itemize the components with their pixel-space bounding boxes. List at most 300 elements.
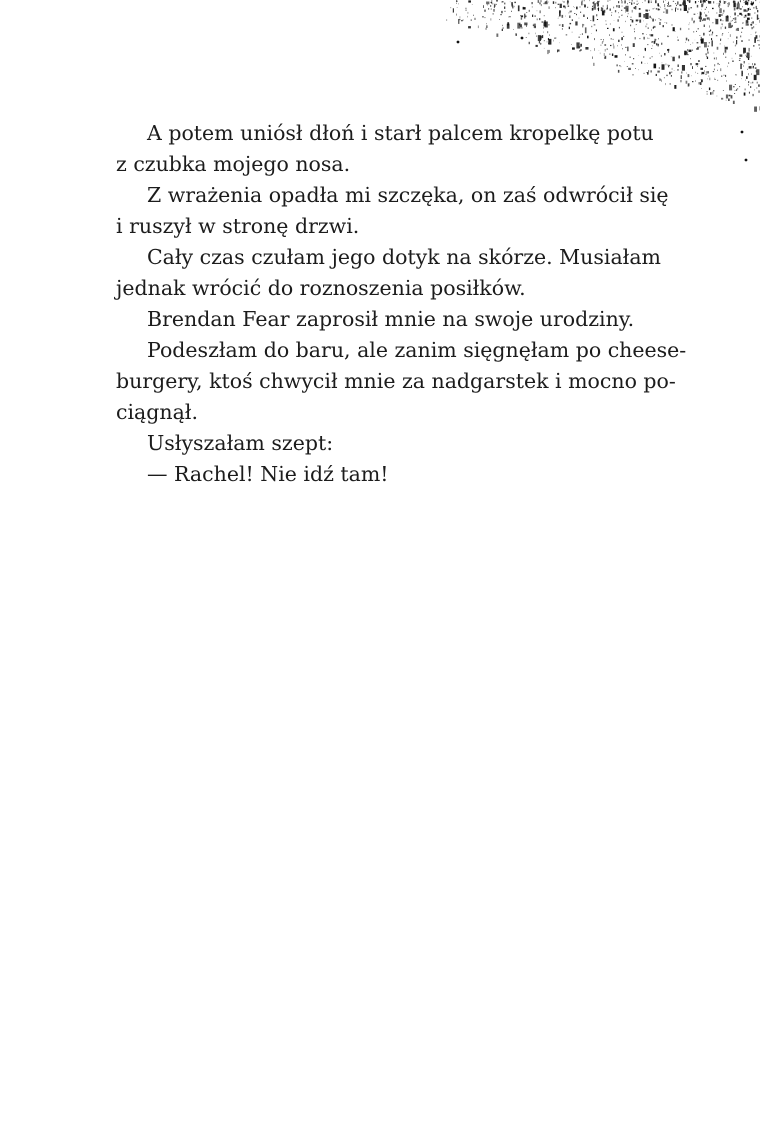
texture-speck <box>650 58 651 59</box>
texture-speck <box>614 46 615 49</box>
texture-speck <box>584 4 585 5</box>
texture-speck <box>719 14 721 17</box>
texture-speck <box>544 48 545 49</box>
texture-speck <box>540 43 542 44</box>
texture-speck <box>750 9 751 10</box>
texture-speck <box>748 84 749 85</box>
texture-speck <box>642 33 644 34</box>
texture-speck <box>594 48 595 51</box>
texture-speck <box>580 6 581 7</box>
texture-speck <box>723 53 724 55</box>
texture-speck <box>649 10 650 11</box>
texture-speck <box>471 20 472 21</box>
texture-speck <box>713 1 714 3</box>
texture-speck <box>658 44 659 47</box>
texture-speck <box>731 95 733 98</box>
texture-speck <box>634 31 635 32</box>
texture-speck <box>696 48 697 50</box>
texture-speck <box>754 75 757 80</box>
texture-speck <box>544 27 545 29</box>
texture-speck <box>486 2 489 5</box>
texture-speck <box>607 7 608 8</box>
texture-speck <box>729 95 731 97</box>
texture-speck <box>701 74 702 75</box>
texture-speck <box>619 27 620 29</box>
texture-speck <box>710 78 711 81</box>
texture-speck <box>645 13 648 19</box>
texture-speck <box>727 3 728 4</box>
texture-speck <box>589 0 590 1</box>
texture-speck <box>594 38 595 40</box>
texture-speck <box>744 61 745 63</box>
texture-speck <box>723 90 724 91</box>
texture-speck <box>592 57 593 59</box>
texture-speck <box>759 44 760 46</box>
texture-speck <box>734 93 735 94</box>
texture-speck <box>622 32 623 33</box>
texture-speck <box>703 3 704 4</box>
texture-speck <box>721 75 722 77</box>
texture-speck <box>716 35 718 36</box>
texture-speck <box>557 50 560 52</box>
texture-speck <box>645 49 646 51</box>
texture-speck <box>656 8 658 9</box>
texture-speck <box>576 42 579 48</box>
texture-speck <box>734 22 735 23</box>
texture-speck <box>592 8 594 11</box>
texture-speck <box>610 54 611 55</box>
texture-speck <box>541 4 542 6</box>
texture-speck <box>707 57 708 59</box>
texture-speck <box>753 45 754 47</box>
texture-speck <box>674 85 676 89</box>
texture-speck <box>713 92 714 95</box>
texture-speck <box>675 3 676 4</box>
texture-speck <box>700 0 702 3</box>
texture-speck <box>751 83 752 84</box>
texture-speck <box>730 34 731 37</box>
texture-speck <box>701 37 702 38</box>
texture-speck <box>742 6 743 7</box>
texture-speck <box>547 41 548 42</box>
texture-speck <box>712 22 713 23</box>
texture-speck <box>737 3 740 8</box>
texture-speck <box>697 42 699 43</box>
texture-speck <box>563 6 565 8</box>
texture-speck <box>698 28 699 29</box>
texture-speck <box>733 42 734 43</box>
texture-speck <box>665 8 666 10</box>
texture-speck <box>544 3 545 4</box>
texture-speck <box>735 84 736 85</box>
texture-speck <box>730 22 731 23</box>
texture-speck <box>652 19 654 22</box>
texture-speck <box>715 19 718 24</box>
texture-speck <box>610 45 611 46</box>
text-line: burgery, ktoś chwycił mnie za nadgarstek i mocno po- <box>116 369 676 393</box>
paragraph <box>116 335 687 428</box>
texture-speck <box>549 34 550 36</box>
texture-speck <box>596 14 597 16</box>
texture-speck <box>757 40 759 41</box>
texture-speck <box>651 70 652 72</box>
texture-speck <box>677 9 679 10</box>
texture-speck <box>698 1 699 2</box>
texture-speck <box>634 2 635 4</box>
texture-speck <box>686 81 688 84</box>
texture-speck <box>700 82 702 85</box>
texture-speck <box>740 64 742 70</box>
texture-speck <box>604 10 606 13</box>
texture-speck <box>501 2 502 3</box>
texture-speck <box>621 37 623 40</box>
texture-speck <box>669 6 670 7</box>
texture-speck <box>670 83 671 84</box>
texture-speck <box>728 5 729 7</box>
texture-speck <box>690 63 691 65</box>
texture-speck <box>754 26 755 28</box>
texture-speck <box>742 64 743 65</box>
texture-speck <box>580 34 581 35</box>
texture-speck <box>628 68 631 70</box>
texture-speck <box>583 15 584 18</box>
texture-speck <box>643 56 644 57</box>
texture-speck <box>652 56 653 57</box>
texture-speck <box>591 26 592 27</box>
texture-speck <box>618 19 619 21</box>
texture-speck <box>732 20 733 21</box>
texture-speck <box>491 8 492 9</box>
texture-speck <box>752 27 753 29</box>
texture-speck <box>572 47 575 49</box>
texture-speck <box>709 88 710 91</box>
texture-speck <box>633 74 634 76</box>
texture-speck <box>555 7 556 8</box>
texture-speck <box>555 2 556 4</box>
texture-speck <box>757 82 758 84</box>
texture-speck <box>757 10 758 12</box>
texture-speck <box>613 7 614 9</box>
texture-speck <box>553 40 554 42</box>
texture-speck <box>725 47 728 50</box>
texture-speck <box>688 39 689 41</box>
texture-speck <box>720 39 721 41</box>
texture-speck <box>735 45 736 46</box>
texture-speck <box>753 21 754 23</box>
texture-speck <box>631 17 632 18</box>
texture-speck <box>514 2 516 3</box>
texture-speck <box>521 15 523 17</box>
texture-speck <box>642 2 643 3</box>
texture-speck <box>665 0 666 1</box>
texture-speck <box>621 45 622 46</box>
texture-speck <box>656 74 657 76</box>
texture-speck <box>747 18 750 20</box>
texture-speck <box>618 5 620 8</box>
texture-speck <box>579 37 580 39</box>
texture-speck <box>712 8 714 9</box>
texture-speck <box>524 14 525 19</box>
texture-speck <box>643 37 645 40</box>
texture-speck <box>734 13 736 16</box>
texture-speck <box>692 66 693 69</box>
texture-speck <box>555 37 556 39</box>
texture-speck <box>601 7 602 8</box>
texture-speck <box>677 69 679 70</box>
texture-speck <box>706 7 707 8</box>
texture-speck <box>540 2 541 4</box>
texture-speck <box>646 26 647 28</box>
texture-speck <box>668 65 669 67</box>
texture-speck <box>544 15 545 16</box>
texture-speck <box>666 22 667 23</box>
texture-speck <box>711 38 712 40</box>
texture-speck <box>660 79 661 80</box>
texture-speck <box>548 38 549 40</box>
texture-speck <box>749 48 750 52</box>
texture-speck <box>487 5 488 6</box>
texture-speck <box>559 25 561 26</box>
texture-speck <box>701 38 704 43</box>
texture-speck <box>592 6 593 7</box>
texture-speck <box>632 63 634 64</box>
texture-speck <box>736 29 737 31</box>
texture-speck <box>750 24 752 26</box>
texture-speck <box>677 40 679 41</box>
texture-speck <box>719 4 720 5</box>
texture-speck <box>683 0 686 5</box>
texture-speck <box>460 17 461 18</box>
texture-speck <box>735 53 736 54</box>
texture-speck <box>662 63 663 64</box>
texture-speck <box>724 75 725 76</box>
texture-speck <box>534 24 536 28</box>
texture-speck <box>728 23 731 28</box>
texture-speck <box>628 13 629 14</box>
texture-speck <box>703 18 706 20</box>
texture-speck <box>651 30 652 31</box>
texture-speck <box>667 5 668 7</box>
texture-speck <box>529 10 530 12</box>
texture-speck <box>500 14 502 15</box>
texture-speck <box>747 4 748 5</box>
texture-speck <box>615 10 616 12</box>
texture-speck <box>459 19 461 20</box>
texture-speck <box>647 24 648 25</box>
texture-speck <box>756 6 757 8</box>
texture-speck <box>751 17 752 18</box>
texture-speck <box>665 83 666 85</box>
texture-speck <box>755 12 756 13</box>
texture-speck <box>749 39 750 40</box>
texture-speck <box>629 57 631 58</box>
texture-speck <box>504 3 505 5</box>
texture-speck <box>749 64 750 65</box>
texture-speck <box>737 28 739 31</box>
texture-speck <box>645 0 646 1</box>
texture-speck <box>734 0 735 2</box>
texture-speck <box>688 29 689 30</box>
texture-speck <box>627 3 628 4</box>
texture-speck <box>684 51 686 56</box>
texture-speck <box>560 4 562 8</box>
texture-speck <box>623 36 624 37</box>
texture-speck <box>729 85 732 91</box>
texture-speck <box>548 43 549 44</box>
texture-speck <box>723 20 724 21</box>
texture-speck <box>701 18 702 20</box>
text-line: z czubka mojego nosa. <box>116 152 351 176</box>
texture-speck <box>691 76 692 77</box>
texture-speck <box>755 13 756 14</box>
texture-speck <box>655 0 657 3</box>
texture-speck <box>757 15 758 20</box>
texture-speck <box>706 71 707 73</box>
texture-speck <box>697 13 698 14</box>
text-line: A potem uniósł dłoń i starł palcem kropelkę potu <box>147 121 654 145</box>
texture-speck <box>704 12 705 13</box>
texture-speck <box>707 18 708 19</box>
texture-speck <box>718 63 719 65</box>
texture-speck <box>739 86 740 87</box>
texture-speck <box>607 28 609 29</box>
texture-speck <box>690 44 691 45</box>
texture-speck <box>667 49 669 51</box>
texture-speck <box>521 27 522 29</box>
texture-speck <box>670 5 672 7</box>
texture-speck <box>513 29 514 30</box>
texture-speck <box>566 34 568 35</box>
texture-speck <box>562 29 563 30</box>
texture-speck <box>707 49 708 50</box>
texture-speck <box>615 55 618 58</box>
texture-speck <box>617 64 618 66</box>
texture-speck <box>755 0 756 1</box>
texture-speck <box>717 47 719 50</box>
texture-speck <box>715 79 716 80</box>
texture-speck <box>756 70 757 72</box>
texture-speck <box>585 27 587 33</box>
texture-speck <box>468 26 471 28</box>
texture-speck <box>688 74 690 77</box>
texture-speck <box>726 16 729 22</box>
texture-speck <box>672 68 673 70</box>
texture-speck <box>474 18 475 20</box>
texture-speck <box>728 33 729 34</box>
texture-speck <box>700 68 703 70</box>
texture-speck <box>692 43 693 44</box>
texture-speck <box>511 2 512 5</box>
texture-speck <box>722 35 723 36</box>
texture-speck <box>708 46 709 47</box>
texture-speck <box>503 28 504 29</box>
texture-speck <box>714 58 715 60</box>
texture-speck <box>636 4 638 5</box>
texture-speck <box>666 9 668 13</box>
texture-speck <box>580 44 582 47</box>
texture-speck <box>547 50 548 54</box>
texture-speck <box>743 65 744 66</box>
texture-speck <box>571 44 572 45</box>
texture-speck <box>502 29 503 31</box>
texture-speck <box>526 12 527 13</box>
texture-speck <box>621 67 622 68</box>
texture-speck <box>756 32 757 33</box>
texture-speck <box>758 84 759 86</box>
texture-speck <box>659 67 660 69</box>
texture-speck <box>635 6 636 7</box>
texture-speck <box>667 36 669 37</box>
texture-speck <box>700 39 701 41</box>
texture-speck <box>659 22 661 25</box>
text-line: jednak wrócić do roznoszenia posiłków. <box>116 276 526 300</box>
texture-speck <box>713 71 714 72</box>
texture-speck <box>540 0 541 2</box>
texture-speck <box>726 1 727 2</box>
texture-speck <box>748 13 751 16</box>
texture-speck <box>675 8 676 11</box>
texture-speck <box>601 10 602 11</box>
texture-speck <box>687 49 688 51</box>
texture-speck <box>625 47 626 48</box>
texture-speck <box>723 13 724 14</box>
texture-speck <box>747 53 750 59</box>
texture-speck <box>576 14 577 15</box>
texture-speck <box>627 66 628 67</box>
texture-speck <box>526 37 527 38</box>
texture-speck <box>753 7 754 8</box>
texture-speck <box>647 44 648 45</box>
texture-speck <box>632 0 633 2</box>
texture-speck <box>692 18 693 21</box>
texture-speck <box>710 30 711 32</box>
texture-speck <box>709 34 710 35</box>
texture-speck <box>610 0 611 1</box>
texture-speck <box>660 7 661 8</box>
texture-speck <box>465 8 466 9</box>
texture-speck <box>695 1 696 3</box>
texture-speck <box>654 64 657 69</box>
texture-speck <box>451 7 452 8</box>
text-line: i ruszył w stronę drzwi. <box>116 214 360 238</box>
texture-speck <box>704 70 705 72</box>
texture-speck <box>568 6 570 7</box>
texture-speck <box>748 58 749 60</box>
texture-speck <box>611 12 612 13</box>
texture-speck <box>634 28 635 29</box>
texture-speck <box>486 25 488 28</box>
texture-speck <box>539 18 540 20</box>
texture-speck <box>676 5 677 6</box>
texture-speck <box>549 50 550 53</box>
texture-speck <box>672 24 673 25</box>
texture-speck <box>598 4 599 5</box>
texture-speck <box>728 62 729 64</box>
texture-speck <box>708 12 709 13</box>
texture-speck <box>720 8 721 9</box>
texture-speck <box>504 7 505 9</box>
texture-speck <box>743 22 744 23</box>
texture-speck <box>583 24 584 25</box>
texture-speck <box>744 17 745 19</box>
texture-speck <box>744 2 745 3</box>
paragraph <box>116 180 669 242</box>
texture-speck <box>755 67 757 68</box>
texture-speck <box>457 7 458 8</box>
texture-speck <box>739 60 740 61</box>
texture-speck <box>721 98 723 100</box>
texture-speck <box>677 1 679 4</box>
